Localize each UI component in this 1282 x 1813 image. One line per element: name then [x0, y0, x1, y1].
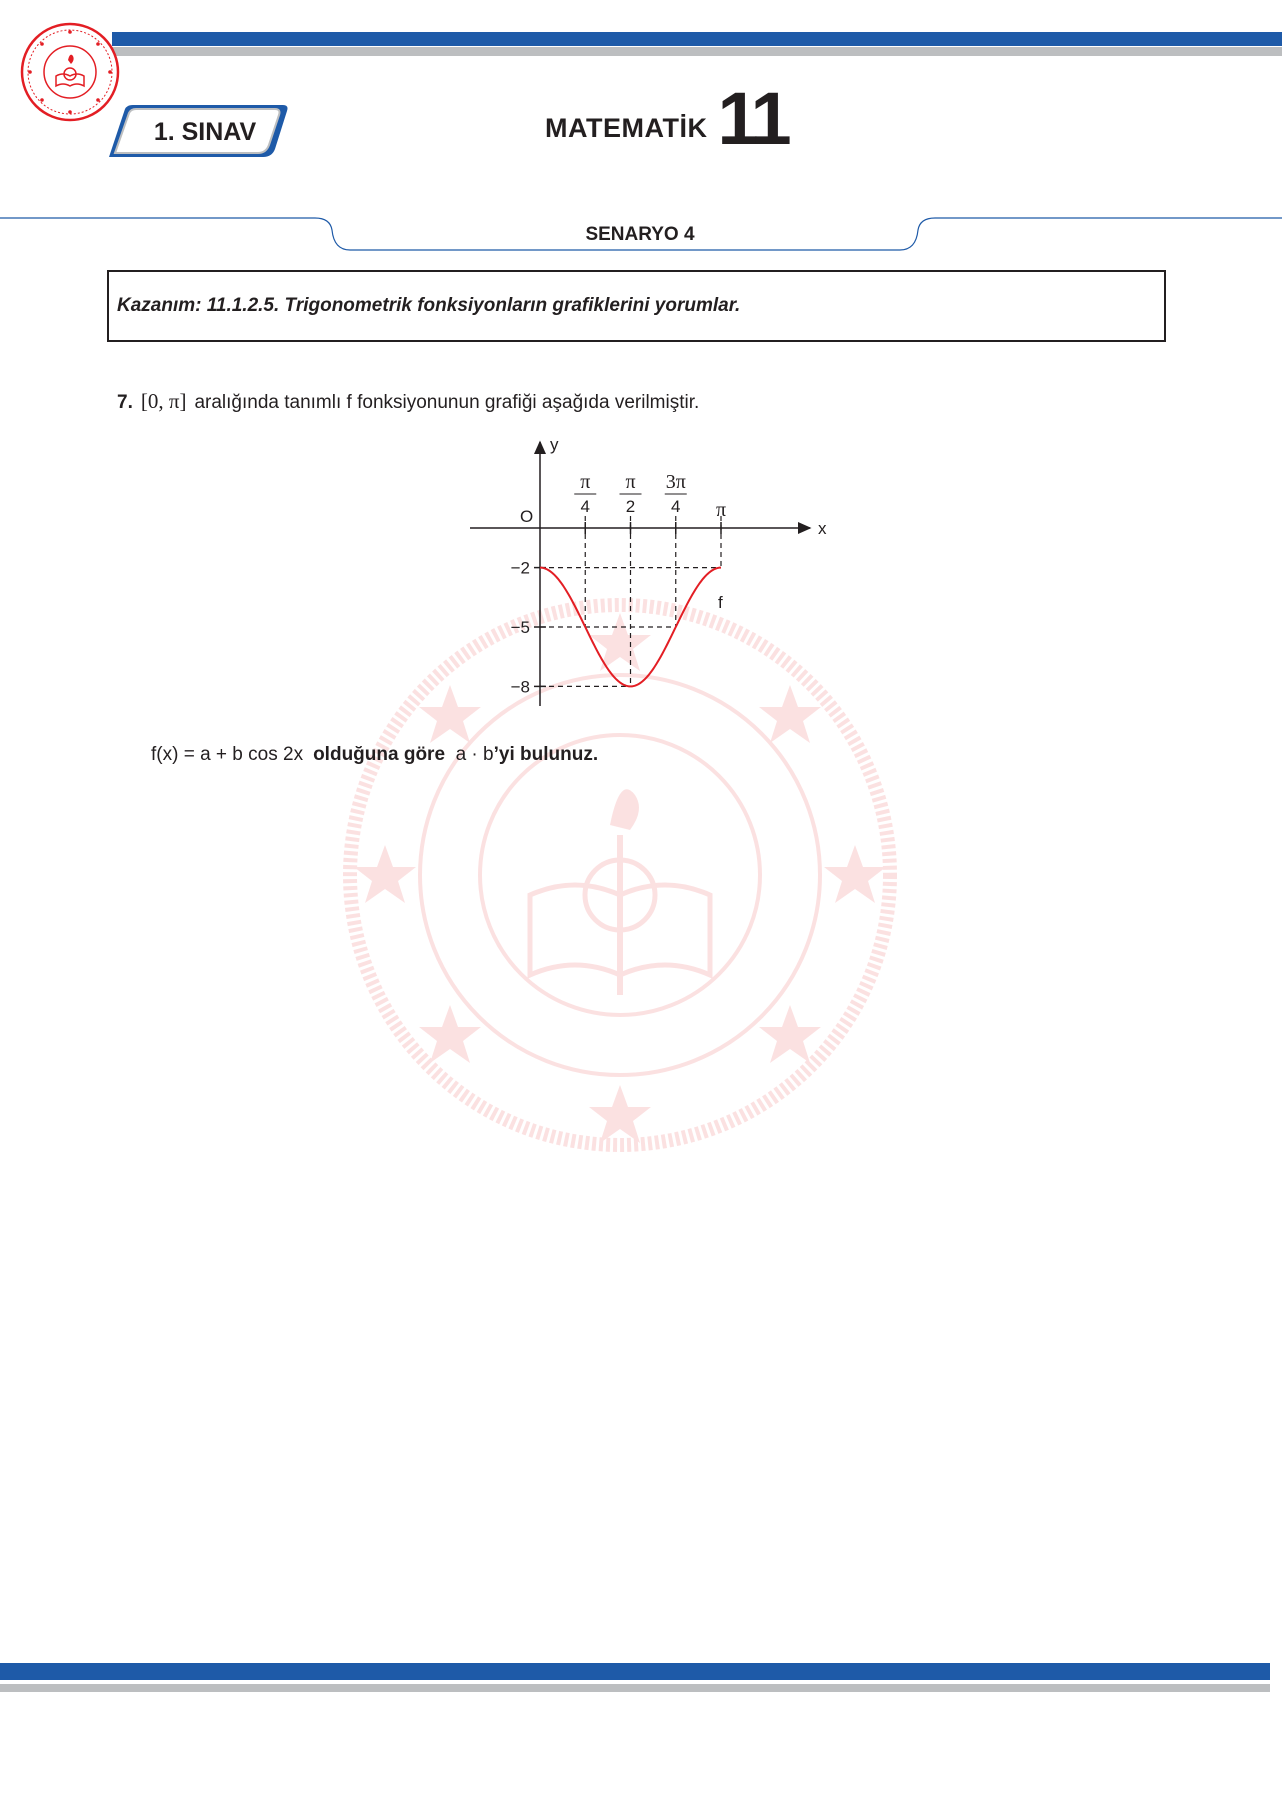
- prompt-end: ’yi bulunuz.: [493, 744, 599, 765]
- axis-ticks: [511, 471, 726, 696]
- header-gray-bar: [112, 47, 1282, 56]
- x-axis-label: x: [818, 519, 827, 538]
- prompt-bold: olduğuna göre: [313, 744, 446, 765]
- question-prompt: [151, 744, 598, 766]
- exam-label: 1. SINAV: [153, 118, 257, 146]
- x-tick-label-num: π: [580, 471, 591, 493]
- product-expression: a · b: [455, 744, 494, 765]
- x-tick-label-den: 2: [625, 497, 636, 516]
- header-blue-bar: [112, 32, 1282, 46]
- x-tick-label-den: 4: [580, 497, 590, 516]
- formula: f(x) = a + b cos 2x: [151, 744, 304, 765]
- origin-label: O: [520, 507, 534, 526]
- kazanim-text: Kazanım: 11.1.2.5. Trigonometrik fonksiyonların grafiklerini yorumlar.: [117, 295, 741, 316]
- y-tick-label: −8: [510, 677, 530, 697]
- y-tick-label: −2: [510, 558, 530, 578]
- y-tick-label: −5: [510, 618, 530, 637]
- function-label: f: [718, 593, 723, 612]
- x-tick-label-den: 4: [671, 497, 681, 516]
- guide-lines: [540, 516, 721, 686]
- scenario-title: SENARYO 4: [585, 224, 695, 245]
- x-tick-label-num: π: [625, 471, 636, 493]
- function-graph: [460, 436, 840, 716]
- x-tick-label-num: 3π: [665, 471, 686, 493]
- subject-name: MATEMATİK: [545, 113, 708, 143]
- footer-blue-bar: [0, 1663, 1270, 1680]
- question-text: aralığında tanımlı f fonksiyonunun grafiği aşağıda verilmiştir.: [194, 392, 700, 413]
- x-tick-label: π: [715, 499, 727, 521]
- question-interval: [0, π]: [140, 389, 187, 413]
- question-stem: [117, 389, 699, 414]
- y-axis-label: y: [550, 436, 559, 454]
- subject-grade: 11: [717, 77, 788, 160]
- subject-heading: [545, 77, 788, 160]
- question-number: 7.: [117, 392, 133, 413]
- footer-gray-bar: [0, 1684, 1270, 1692]
